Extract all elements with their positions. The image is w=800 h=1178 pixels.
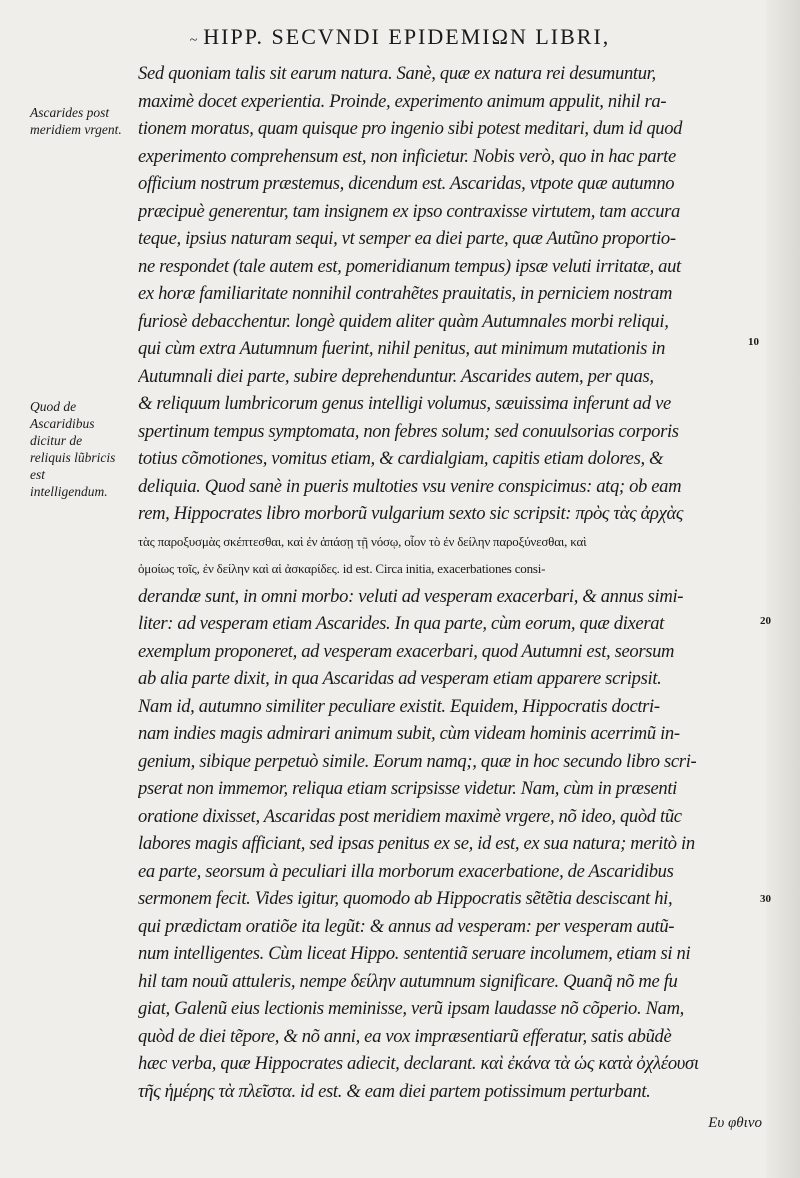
- text-line: nam indies magis admirari animum subit, cùm videam hominis acerrimũ in-: [138, 723, 680, 744]
- text-line: Nam id, autumno similiter peculiare existit. Equidem, Hippocratis doctri-: [138, 695, 660, 717]
- text-line: sermonem fecit. Vides igitur, quomodo ab Hippocratis sẽtẽtia desciscant hi,: [138, 888, 673, 909]
- text-line: ab alia parte dixit, in qua Ascaridas ad vesperam etiam apparere scripsit.: [138, 668, 662, 689]
- running-head: [0, 24, 800, 50]
- text-line: exemplum proponeret, ad vesperam exacerbari, quod Autumni est, seorsum: [138, 640, 675, 662]
- text-line: quòd de diei tẽpore, & nõ anni, ea vox impræsentiarũ efferatur, satis abũdè: [138, 1025, 672, 1047]
- text-line: rem, Hippocrates libro morborũ vulgarium sexto sic scripsit: πρὸς τὰς ἀρχὰς: [138, 503, 684, 524]
- text-line: spertinum tempus symptomata, non febres solum; sed conuulsorias corporis: [138, 420, 679, 442]
- text-line: officium nostrum præstemus, dicendum est. Ascaridas, vtpote quæ autumno: [138, 173, 675, 194]
- text-line: Sed quoniam talis sit earum natura. Sanè, quæ ex natura rei desumuntur,: [138, 63, 656, 84]
- text-line: teque, ipsius naturam sequi, vt semper ea diei parte, quæ Autũno proportio-: [138, 228, 676, 249]
- text-line: furiosè debacchentur. longè quidem aliter quàm Autumnales morbi reliqui,: [138, 310, 669, 332]
- margin-note: Quod de Ascaridibus dicitur de reliquis lũbricis est intelligendum.: [30, 399, 116, 499]
- text-line-greek: ὁμοίως τοῖς, ἐν δείλην καὶ αἱ ἀσκαρίδες. id est. Circa initia, exacerbationes consi-: [138, 561, 546, 576]
- text-line: experimento comprehensum est, non inficietur. Nobis verò, quo in hac parte: [138, 145, 676, 167]
- text-line: hæc verba, quæ Hippocrates adiecit, declarant. καὶ ἐκάνα τὰ ὡς κατὰ ὀχλέουσι: [138, 1053, 699, 1074]
- text-line: maximè docet experientia. Proinde, experimento animum appulit, nihil ra-: [138, 90, 667, 112]
- text-line: ea parte, seorsum à peculiari illa morborum exacerbatione, de Ascaridibus: [138, 860, 674, 882]
- text-line: labores magis afficiant, sed ipsas penitus ex se, id est, ex sua natura; meritò in: [138, 833, 695, 854]
- text-line: tionem moratus, quam quisque pro ingenio sibi potest meditari, dum id quod: [138, 118, 683, 139]
- line-number: 30: [760, 893, 771, 905]
- line-number: 10: [748, 336, 759, 348]
- text-line: & reliquum lumbricorum genus intelligi volumus, sæuissima inferunt ad ve: [138, 393, 671, 414]
- text-line: num intelligentes. Cùm liceat Hippo. sententiã seruare incolumem, etiam si ni: [138, 943, 691, 964]
- text-line-greek: τὰς παροξυσμὰς σκέπτεσθαι, καὶ ἐν ἁπάσῃ τῇ νόσῳ, οἷον τὸ ἐν δείλην παροξύνεσθαι, καὶ: [138, 533, 587, 549]
- line-number: 20: [760, 615, 771, 627]
- text-line: præcipuè generentur, tam insignem ex ipso contraxisse virtutem, tam accura: [138, 200, 680, 222]
- text-line: ne respondet (tale autem est, pomeridianum tempus) ipsæ veluti irritatæ, aut: [138, 255, 681, 277]
- text-line: genium, sibique perpetuò simile. Eorum namq;, quæ in hoc secundo libro scri-: [138, 750, 697, 772]
- text-line: qui cùm extra Autumnum fuerint, nihil penitus, aut minimum mutationis in: [138, 338, 666, 359]
- margin-note: Ascarides post meridiem vrgent.: [30, 105, 122, 137]
- text-line: derandæ sunt, in omni morbo: veluti ad vesperam exacerbari, & annus simi-: [138, 585, 684, 607]
- text-line: oratione dixisset, Ascaridas post meridiem maximè vrgere, nõ ideo, quòd tũc: [138, 805, 682, 827]
- text-line: liter: ad vesperam etiam Ascarides. In qua parte, cùm eorum, quæ dixerat: [138, 613, 664, 634]
- text-line: hil tam nouũ attuleris, nempe δείλην autumnum significare. Quanq̃ nõ me fu: [138, 970, 678, 992]
- text-line: qui prædictam oratiõe ita legũt: & annus ad vesperam: per vesperam autũ-: [138, 915, 675, 937]
- header-ornament-icon: ~: [189, 33, 198, 48]
- text-line: deliquia. Quod sanè in pueris multoties vsu venire conspicimus: atq; ob eam: [138, 475, 682, 497]
- text-line: Autumnali diei parte, subire deprehenduntur. Ascarides autem, per quas,: [138, 365, 654, 387]
- text-line: τῆς ἡμέρης τὰ πλεῖστα. id est. & eam diei partem potissimum perturbant.: [138, 1080, 651, 1102]
- text-line: totius cõmotiones, vomitus etiam, & cardialgiam, capitis etiam dolores, &: [138, 448, 664, 469]
- page-gutter-shadow: [766, 0, 800, 1178]
- text-line: ex horæ familiaritate nonnihil contrahẽtes prauitatis, in perniciem nostram: [138, 283, 673, 304]
- text-line: pserat non immemor, reliqua etiam scripsisse videtur. Nam, cùm in præsenti: [138, 778, 677, 799]
- catchword: Ευ φθινο: [708, 1115, 762, 1131]
- running-head-text: HIPP. SECVNDI EPIDEMIΩN LIBRI,: [203, 24, 611, 49]
- text-line: giat, Galenũ eius lectionis meminisse, verũ ipsam laudasse nõ cõperio. Nam,: [138, 998, 684, 1019]
- body-text: [138, 60, 750, 1105]
